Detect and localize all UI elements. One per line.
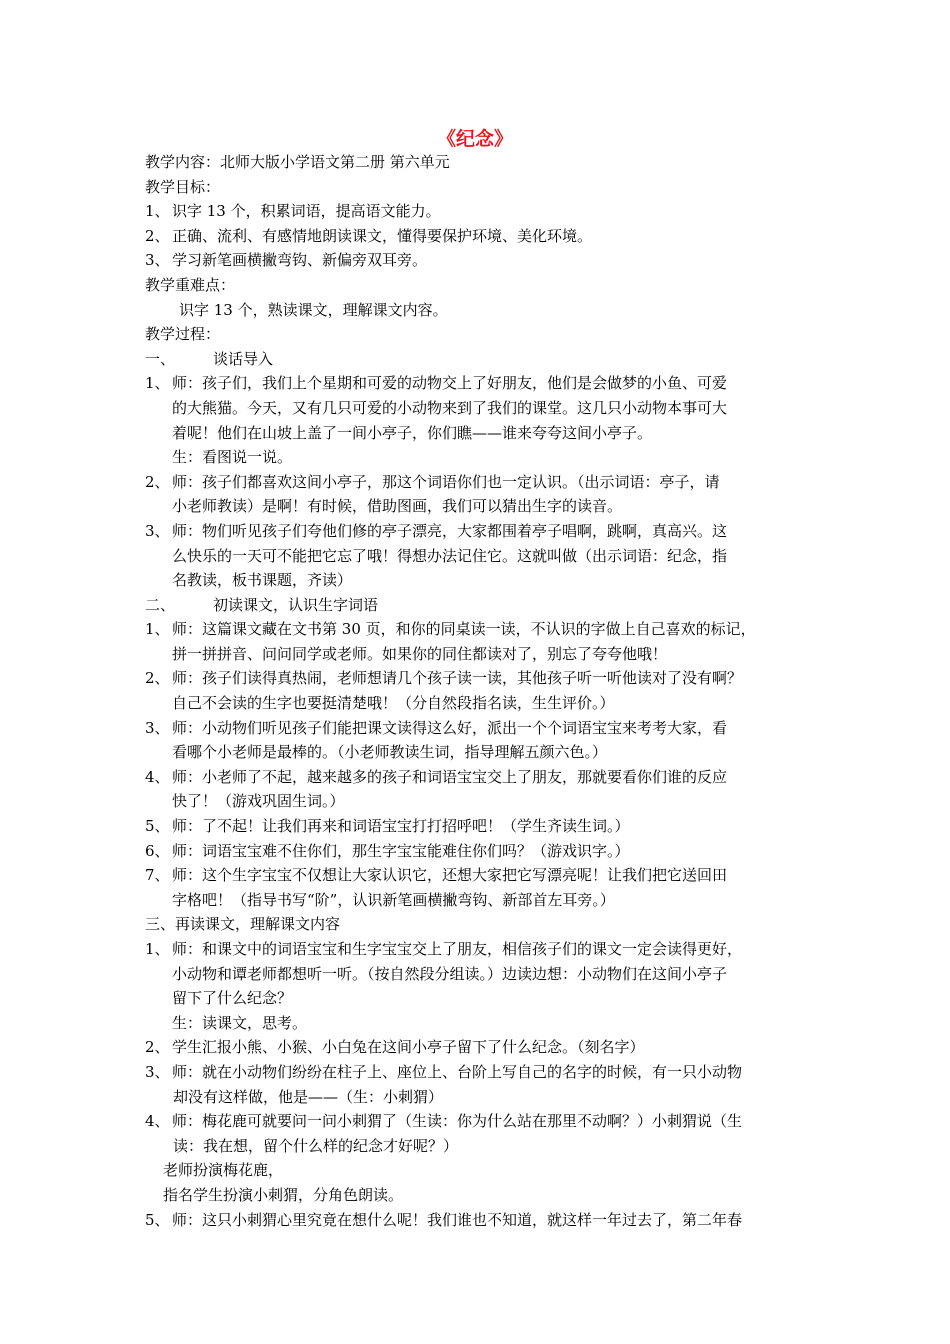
step-item <box>145 519 815 544</box>
step-line: 的大熊猫。今天，又有几只可爱的小动物来到了我们的课堂。这几只小动物本事可大 <box>172 398 728 417</box>
step-number: 5、 <box>145 1210 170 1229</box>
step-line: 生：读课文，思考。 <box>172 1013 308 1032</box>
goal-text: 正确、流利、有感情地朗读课文，懂得要保护环境、美化环境。 <box>172 226 593 245</box>
step-number: 6、 <box>145 841 170 860</box>
step-number: 4、 <box>145 767 170 786</box>
step-number: 4、 <box>145 1112 170 1131</box>
step-number: 2、 <box>145 669 170 688</box>
section-heading: 三、再读课文，理解课文内容 <box>145 915 341 934</box>
focus-heading: 教学重难点： <box>145 275 236 294</box>
goal-number: 2、 <box>145 226 170 245</box>
section-title: 谈话导入 <box>213 349 274 368</box>
step-line: 小动物和谭老师都想听一听。（按自然段分组读。）边读边想：小动物们在这间小亭子 <box>172 964 728 983</box>
step-line: 读：我在想，留个什么样的纪念才好呢？） <box>173 1136 459 1155</box>
step-item <box>145 1109 815 1134</box>
step-line: 看哪个小老师是最棒的。（小老师教读生词，指导理解五颜六色。） <box>172 743 608 762</box>
step-number: 3、 <box>145 718 170 737</box>
process-heading: 教学过程： <box>145 325 221 344</box>
step-line: 字格吧！（指导书写“阶”，认识新笔画横撇弯钩、新部首左耳旁。） <box>172 890 615 909</box>
step-item <box>145 937 815 962</box>
step-line: 拼一拼拼音、问问同学或老师。如果你的同住都读对了，别忘了夸夸他哦！ <box>172 644 668 663</box>
teaching-content: 教学内容：北师大版小学语文第二册 第六单元 <box>145 153 450 171</box>
step-line: 着呢！他们在山坡上盖了一间小亭子，你们瞧——谁来夸夸这间小亭子。 <box>172 423 653 442</box>
step-line: 么快乐的一天可不能把它忘了哦！得想办法记住它。这就叫做（出示词语：纪念，指 <box>172 546 728 565</box>
step-item <box>145 1035 815 1060</box>
document-title: 《纪念》 <box>436 128 513 150</box>
goals-heading: 教学目标： <box>145 177 221 196</box>
step-item <box>145 666 815 691</box>
goal-item <box>145 224 815 249</box>
step-item <box>145 1208 815 1233</box>
step-line: 师：词语宝宝难不住你们，那生字宝宝能难住你们吗？（游戏识字。） <box>172 841 630 860</box>
step-line: 师：孩子们，我们上个星期和可爱的动物交上了好朋友，他们是会做梦的小鱼、可爱 <box>172 374 728 393</box>
goal-item <box>145 248 815 273</box>
step-line: 师：梅花鹿可就要问一问小刺猬了（生读：你为什么站在那里不动啊？）小刺猬说（生 <box>172 1112 743 1131</box>
focus-text: 识字 13 个，熟读课文，理解课文内容。 <box>179 300 448 319</box>
step-line: 小老师教读）是啊！有时候，借助图画，我们可以猜出生字的读音。 <box>172 497 623 516</box>
step-item <box>145 371 815 396</box>
step-line: 快了！（游戏巩固生词。） <box>172 792 345 811</box>
step-number: 2、 <box>145 1038 170 1057</box>
step-line: 师：物们听见孩子们夸他们修的亭子漂亮，大家都围着亭子唱啊，跳啊，真高兴。这 <box>172 521 728 540</box>
step-line: 师：孩子们都喜欢这间小亭子，那这个词语你们也一定认识。（出示词语：亭子，请 <box>172 472 720 491</box>
step-number: 5、 <box>145 817 170 836</box>
step-item <box>145 863 815 888</box>
step-line: 名教读，板书课题，齐读） <box>172 571 353 590</box>
step-line: 留下了什么纪念？ <box>172 989 293 1008</box>
step-number: 3、 <box>145 521 170 540</box>
section-number: 一、 <box>145 349 176 368</box>
section-heading <box>145 593 815 618</box>
step-line: 师：这个生字宝宝不仅想让大家认识它，还想大家把它写漂亮呢！让我们把它送回田 <box>172 866 728 885</box>
step-line: 师：就在小动物们纷纷在柱子上、座位上、台阶上写自己的名字的时候，有一只小动物 <box>172 1062 743 1081</box>
step-line: 老师扮演梅花鹿， <box>163 1161 284 1180</box>
step-item <box>145 839 815 864</box>
step-line: 指名学生扮演小刺猬，分角色朗读。 <box>163 1185 404 1204</box>
step-line: 师：小动物们听见孩子们能把课文读得这么好，派出一个个词语宝宝来考考大家，看 <box>172 718 728 737</box>
goal-text: 识字 13 个，积累词语，提高语文能力。 <box>172 202 441 221</box>
step-line: 自己不会读的生字也要挺清楚哦！（分自然段指名读，生生评价。） <box>172 694 615 713</box>
step-item <box>145 716 815 741</box>
section-number: 二、 <box>145 595 176 614</box>
step-line: 师：了不起！让我们再来和词语宝宝打打招呼吧！（学生齐读生词。） <box>172 817 630 836</box>
step-number: 1、 <box>145 620 170 639</box>
step-number: 1、 <box>145 374 170 393</box>
step-line: 师：孩子们读得真热闹，老师想请几个孩子读一读，其他孩子听一听他读对了没有啊？ <box>172 669 743 688</box>
goal-text: 学习新笔画横撇弯钩、新偏旁双耳旁。 <box>172 251 428 270</box>
step-number: 3、 <box>145 1062 170 1081</box>
step-number: 1、 <box>145 940 170 958</box>
goal-item <box>145 199 815 224</box>
step-item <box>145 470 815 495</box>
step-item <box>145 765 815 790</box>
step-line: 学生汇报小熊、小猴、小白兔在这间小亭子留下了什么纪念。（刻名字） <box>172 1038 645 1057</box>
goal-number: 3、 <box>145 251 170 270</box>
step-item <box>145 1060 815 1085</box>
section-title: 初读课文，认识生字词语 <box>213 595 379 614</box>
step-line: 却没有这样做，他是——（生：小刺猬） <box>173 1087 444 1106</box>
section-heading <box>145 347 815 372</box>
goal-number: 1、 <box>145 202 170 221</box>
step-line: 师：小老师了不起，越来越多的孩子和词语宝宝交上了朋友，那就要看你们谁的反应 <box>172 767 728 786</box>
step-item <box>145 617 815 642</box>
step-line: 师：这只小刺猬心里究竟在想什么呢！我们谁也不知道，就这样一年过去了，第二年春 <box>172 1210 743 1229</box>
step-line: 生：看图说一说。 <box>172 448 293 467</box>
step-item <box>145 814 815 839</box>
step-line: 师：和课文中的词语宝宝和生字宝宝交上了朋友，相信孩子们的课文一定会读得更好， <box>172 940 743 958</box>
document-body <box>145 150 815 1232</box>
step-line: 师：这篇课文藏在文书第 30 页，和你的同桌读一读，不认识的字做上自己喜欢的标记， <box>172 620 756 639</box>
step-number: 2、 <box>145 472 170 491</box>
step-number: 7、 <box>145 866 170 885</box>
